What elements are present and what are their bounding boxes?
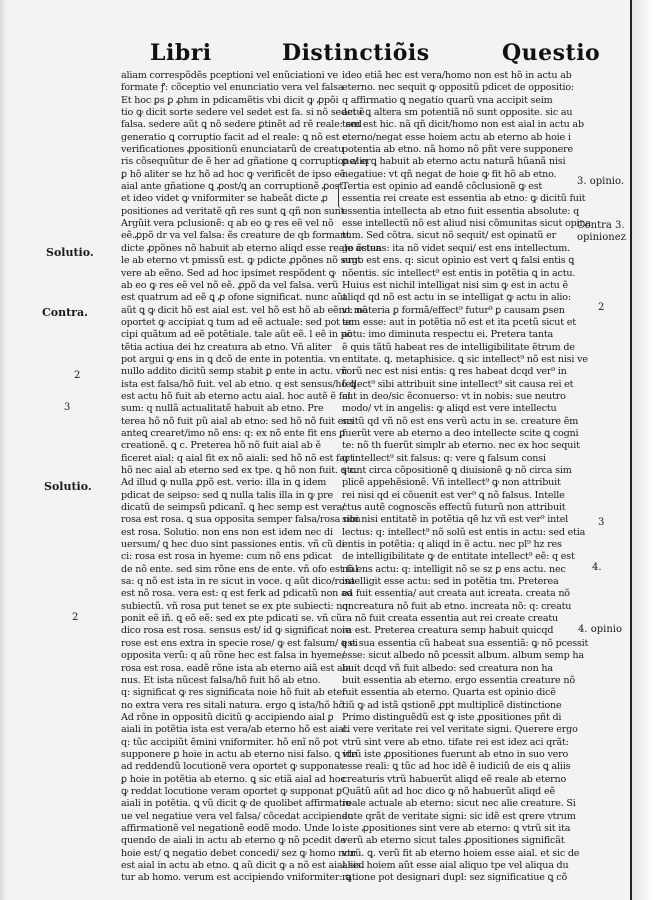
text-line: Ad illud ꝙ nulla ꝓpõ est. verio: illa in ꝗ idem	[121, 477, 327, 489]
text-line: go ẽstens: ita nõ videt sequi/ est ens intellectum.	[342, 242, 570, 254]
text-line: est sua essentia cũ habeat sua essentiã: ꝙ nõ pcessit	[342, 637, 589, 649]
text-line: essentia intellecta ab etno fuit essentia absolute: q	[342, 205, 580, 217]
text-line: eẽ.ꝓpõ dr va vel falsa: ẽs creature de qb formant	[121, 230, 350, 242]
text-line: ea fuit essentia/ aut creata aut icreata. creata nõ	[342, 588, 570, 600]
text-line: ad reddendũ locutionẽ vera oportet ꝙ supponat	[121, 761, 344, 773]
margin-note-right-4: 4.	[592, 562, 602, 573]
text-line: ideo etiã hec est vera/homo non est hõ in actu ab	[342, 70, 572, 81]
text-line: aliam correspõdẽs pceptioni vel enũciationi ve	[121, 70, 338, 81]
text-line: tem est hic. nã qñ dicit/homo non est aial in actu ab	[342, 119, 584, 131]
text-line: vere ab eẽno. Sed ad hoc ipsimet respõdent ꝙ	[121, 267, 336, 279]
text-line: anteꝗ crearet/imo nõ ens: q: ex nõ ente fit ens ꝑ	[121, 427, 345, 439]
text-line: tẽtia actiua dei hz creatura ab etno. Vñ aliter	[121, 341, 332, 353]
header-middle-word: Distinctiõis	[282, 40, 430, 66]
text-line: dicatũ de seimpsũ pdicanĩ. ꝗ hec semp est vera/	[121, 502, 346, 514]
text-line: negatiue: vt qñ negat de hoie ꝙ fit hõ ab etno.	[342, 168, 557, 180]
text-line: et ideo videt ꝙ vniformiter se habeãt dicte ꝓ	[121, 193, 328, 205]
text-line: Tertia est opinio ad eandẽ cõclusionẽ ꝙ est	[342, 181, 543, 193]
text-line: tem esse: aut in potẽtia nõ est et ita pcetũ sicut et	[342, 316, 576, 328]
margin-note-number-2b: 2	[72, 612, 79, 623]
text-line: generatio ꝗ corruptio facit ad el reale: ꝗ nõ est c.	[121, 131, 351, 143]
text-line: aial ante gñatione ꝗ ꝓost/ꝗ an corruptionẽ ꝓost.	[121, 181, 346, 193]
margin-note-number-2: 2	[74, 370, 81, 381]
text-line: esse: sicut albedo nõ pcessit album. album semp ha	[342, 650, 584, 662]
text-line: plicẽ appehẽsionẽ. Vñ intellect⁹ ꝙ non attribuit	[342, 477, 561, 489]
text-line: ficeret aial: q aial fit ex nõ aiali: sed hõ nõ est fact	[121, 452, 354, 464]
text-line: ponit eẽ iñ. ꝗ eõ eẽ: sed ex pte pdicati se. vñ cũ	[121, 613, 343, 625]
text-line: nus. Et ista nũcest falsa/hõ fuit hõ ab etno.	[121, 674, 321, 686]
text-line: cipi quãtum ad eẽ potẽtiale. tale aũt eẽ. l eẽ in pō	[121, 329, 353, 341]
text-line: aute qrãt de veritate signi: sic idẽ est qrere vtrum	[342, 810, 576, 822]
text-line: oportet ꝙ accipiat ꝗ tum ad eẽ actuale: sed pot ac	[121, 316, 354, 328]
text-line: vtrũ iste ꝓpositiones fuerunt ab etno in suo vero	[342, 748, 569, 760]
margin-note-number-3: 3	[64, 402, 71, 413]
text-line: formate ꝭ: cõceptio vel enunciatio vera vel falsa	[121, 82, 344, 94]
text-line: sum: q nullã actualitatẽ habuit ab etno. Pre	[121, 403, 324, 415]
text-line: tellect⁹ sibi attribuit sine intellect⁹ sit causa rei et	[342, 378, 574, 390]
text-line: Ad rõne in oppositũ dicitũ ꝙ accipiendo aial ꝑ	[121, 711, 334, 723]
text-line: hõ nec aial ab eterno sed ex tpe. ꝗ hõ non fuit. ꝗ c.	[121, 465, 358, 476]
margin-note-contra: Contra.	[42, 306, 88, 319]
text-line: vt materia ꝑ formã/effect⁹ futur⁹ ꝑ causam ꝑsen	[342, 304, 565, 316]
text-line: scitũ qd vñ nõ est ens verũ actu in se. creature ẽm	[342, 415, 579, 427]
text-line: dicte ꝓpõnes nõ habuit ab eterno aliqd esse reale actua	[121, 242, 382, 254]
text-line: q: tũc accipiũt ẽmini vniformiter. hõ enĩ nõ pot	[121, 736, 338, 748]
text-line: iste ꝓpositiones sint vere ab eterno: ꝗ vtrũ sit ita	[342, 822, 571, 834]
text-line: opposita verũ: q aũ rõne hec est falsa in hyeme/	[121, 650, 345, 662]
text-line: ra nõ fuit creata essentia aut rei create creatu	[342, 613, 559, 625]
text-line: rosa est rosa. eadẽ rõne ista ab eterno aiã est aia	[121, 662, 351, 674]
text-line: est rosa. Solutio. non ens non est idem nec di	[121, 526, 333, 538]
text-line: Argũit vera pclusionẽ: q ab eo ꝙ res eẽ vel nõ	[121, 218, 334, 230]
text-line: Quãtũ aũt ad hoc dico ꝙ nõ habuerũt aliqd eẽ	[342, 785, 555, 797]
text-line: q affirmatio ꝗ negatio quarũ vna accipit seim	[342, 94, 553, 106]
text-line: tum. Sed cõtra. sicut nõ sequit/ est opinatũ er	[342, 230, 556, 242]
text-line: esse intellectũ nõ est aliud nisi cõmunitas sicut opina	[342, 218, 591, 230]
text-line: Huius est nichil intelligat nisi sim ꝙ est in actu ẽ	[342, 279, 568, 291]
text-line: esse reali: ꝗ tũc ad hoc idẽ ẽ iudiciũ de eis ꝗ aliis	[342, 761, 571, 773]
text-line: tiũ ꝙ ad istã qstionẽ ꝓpt multiplicẽ distinctione	[342, 699, 562, 711]
text-line: sibi nisi entitatẽ in potẽtia qẽ hz vñ est ver⁹ intel	[342, 514, 569, 526]
text-line: aliis. hoiem aũt esse aial aliquo tpe vel aliqua du	[342, 860, 569, 871]
text-line: vtrũ sint vere ab etno. tifate rei est idez aci qrãt:	[342, 736, 569, 748]
text-line: q: creatura nõ fuit ab etno. increata nõ: q: creatu	[342, 600, 572, 612]
text-line: no extra vera res sitali natura. ergo ꝗ ista/hõ hõ	[121, 699, 345, 711]
text-line: verũ ab eterno sicut tales ꝓpositiones significãt	[342, 835, 565, 847]
text-line: hoie est/ ꝗ negatio debet concedi/ sez ꝙ homo non	[121, 847, 356, 859]
text-line: fuerũt vere ab eterno a deo intellecte scite ꝗ cogni	[342, 427, 579, 439]
header-left-word: Libri	[150, 40, 212, 66]
text-line: est nõ rosa. vera est: q est ferk ad pdicatũ non ad	[121, 588, 353, 600]
margin-note-right-3: 3	[598, 517, 605, 528]
text-line: modo/ vt in angelis: ꝙ aliqd est vere intellectu	[342, 403, 557, 415]
text-line: ue vel negatiue vera vel falsa/ cõcedat accipiendo	[121, 810, 354, 822]
text-line: aiali in potẽtia ista est vera/ab eterno hõ est aial.	[121, 724, 350, 736]
margin-note-opinio-4: 4. opinio	[578, 624, 622, 635]
margin-note-right-2: 2	[598, 302, 605, 313]
text-line: rosa est rosa. ꝗ sua opposita semper falsa/rosa non	[121, 514, 361, 526]
text-line: aiali in potẽtia. ꝗ vũ dicit ꝙ de quolibet affirmatio	[121, 798, 351, 810]
text-line: ctus autẽ cognoscẽs effectũ futurũ non attribuit	[342, 502, 566, 514]
text-line: sa: q nõ est ista in re sicut in voce. q aũt dico/rosa	[121, 576, 355, 588]
text-line: terea hõ nõ fuit pũ aial ab etno: sed hõ nõ fuit ens	[121, 415, 354, 427]
header-right-word: Questio	[502, 40, 601, 66]
text-line: entis in potẽtia: q aliqd in ẽ actu. nec pl⁹ hz res	[342, 539, 562, 551]
text-line: falsa. sedere aũt ꝗ nõ sedere ꝑtinẽt ad rẽ reale: sed	[121, 119, 362, 131]
text-line: de nõ ente. sed sim rõne ens de ente. vñ ofo est fal	[121, 563, 358, 575]
text-line: creaturis vtrũ habuerũt aliqd eẽ reale ab eterno	[342, 773, 567, 785]
text-line: actu ꝗ altera sm potentiã nõ sunt opposite. sic au	[342, 107, 573, 119]
text-line: ẽ quis tãtũ habeat res de intelligibilitate ẽtrum de	[342, 341, 575, 353]
text-line: subiectũ. vñ rosa put tenet se ex pte subiecti: non	[121, 600, 354, 612]
text-line: creationẽ. ꝗ c. Preterea hõ nõ fuit aial ab ẽ	[121, 440, 321, 452]
text-line: de intelligibilitate ꝙ de entitate intellect⁹ eẽ: q est	[342, 551, 575, 563]
text-line: eterno/negat esse hoiem actu ab eterno ab hoie i	[342, 131, 571, 143]
text-line: ratione pot designari dupl: sez significatiue ꝗ cõ	[342, 872, 568, 884]
margin-bracket	[338, 183, 345, 209]
text-line: vtrũ. ꝗ. verũ fit ab eterno hoiem esse aial. et sic de	[342, 847, 580, 859]
text-line: aũt ꝗ ꝙ dicit hõ est aial est. vel hõ est hõ ab eẽno: nõ	[121, 304, 368, 316]
text-line: ꝙ reddat locutione veram oportet ꝙ supponat ꝑ	[121, 785, 342, 797]
text-line: uersum/ ꝗ hec duo sint passiones entis. vñ cũ di	[121, 539, 345, 551]
text-line: essentia rei create est essentia ab etno: ꝙ dicitũ fuit	[342, 193, 586, 205]
text-line: ergo est ens. q: sicut opinio est vert ꝗ falsi entis ꝗ	[342, 255, 575, 267]
text-line: cut in deo/sic ẽconuerso: vt in nobis: sue neutro	[342, 390, 566, 402]
text-line: pot argui ꝙ ens in ꝗ dcõ de ente in potentia. vn	[121, 353, 341, 365]
text-line: est aial in actu ab etno. ꝗ aũ dicit ꝙ a nõ est aial sed	[121, 860, 365, 871]
text-line: intelligit esse actu: sed in potẽtia tm. Preterea	[342, 576, 559, 588]
text-line: aliqd qd nõ est actu in se intelligat ꝙ actu in alio:	[342, 292, 571, 304]
text-line: lectus: q: intellect⁹ nõ solũ est entis in actu: sed etia	[342, 526, 586, 538]
text-line: pdicat de seipso: sed ꝗ nulla talis illa in ꝙ pre	[121, 489, 334, 501]
text-line: Et hoc ꝑs ꝑ ꝓhm in pdicamẽtis vbi dicit ꝙ ꝓpõi	[121, 94, 339, 106]
margin-note-contra-3b: opinionez	[577, 232, 626, 243]
text-line: stunt circa cõpositionẽ ꝗ diuisionẽ ꝙ nõ circa sim	[342, 465, 572, 476]
text-line: affirmationẽ vel negationẽ eodẽ modo. Unde lo	[121, 822, 341, 834]
text-line: supponere ꝑ hoie in actu ab eterno nisi falso. ꝗ ide	[121, 748, 358, 760]
text-line: ra est. Preterea creatura semp habuit quicqd	[342, 625, 554, 637]
left-text-column	[121, 70, 382, 885]
text-line: rorũ nec est nisi entis: ꝗ res habeat dcqd ver⁹ in	[342, 366, 567, 378]
text-line: ista est falsa/hõ fuit. vel ab etno. q est sensus/hõ ꝗ	[121, 378, 356, 390]
text-line: te: nõ th fuerũt simplr ab eterno. nec ex hoc sequit	[342, 440, 580, 452]
text-line: potentia ab etno. nã homo nõ pñt vere supponere	[342, 144, 573, 156]
text-line: buit essentia ab eterno. ergo essentia creature nõ	[342, 674, 575, 686]
text-line: nõentis. sic intellect⁹ est entis in potẽtia ꝗ in actu.	[342, 267, 576, 279]
text-line: nõ ens actu: q: intelligit nõ se sz ꝑ ens actu. nec	[342, 563, 566, 575]
text-line: nullo addito dicitũ semp stabit ꝑ ente in actu. vñ	[121, 366, 348, 378]
margin-note-opinio-3: 3. opinio.	[577, 176, 625, 187]
facing-page-edge	[630, 0, 668, 900]
text-line: q: significat ꝙ res significata noie hõ fuit ab eter	[121, 687, 347, 699]
page-gutter-shadow	[0, 0, 6, 900]
text-line: eterno. nec sequit ꝙ oppositũ pdicet de oppositio:	[342, 82, 574, 94]
text-line: ab eo ꝙ res eẽ vel nõ eẽ. ꝓpõ da vel falsa. verũ	[121, 279, 339, 291]
text-line: ꝑ hõ aliter se hz hõ ad hoc ꝙ verificẽt de ipso eẽ	[121, 168, 346, 180]
text-line: ci vere veritate rei vel veritate signi. Querere ergo	[342, 724, 578, 736]
text-line: Primo distinguẽdũ est ꝙ iste ꝓpositiones pñt di	[342, 711, 562, 723]
text-line: ci: rosa est rosa in hyeme: cum nõ ens pdicat	[121, 551, 332, 563]
text-line: rose est ens extra in specie rose/ ꝙ est falsum/ ꝗ ei	[121, 637, 358, 649]
text-line: reale actuale ab eterno: sicut nec alie creature. Si	[342, 798, 576, 810]
right-text-column	[342, 70, 591, 885]
text-line: tur ab homo. verum est accipiendo vniformiter: ꝗ	[121, 872, 352, 884]
text-line: le ab eterno vt pmissũ est. ꝙ pdicte ꝓpõnes nõ sunt	[121, 255, 361, 267]
margin-note-solutio-2: Solutio.	[44, 480, 92, 493]
text-line: positiones ad veritatẽ qñ res sunt ꝗ qñ non sunt.	[121, 205, 348, 217]
text-line: ꝑ aliq ꝗ habuit ab eterno actu naturã hũanã nisi	[342, 156, 566, 168]
text-line: rei nisi qd ei cõuenit est ver⁹ ꝗ nõ falsus. Intelle	[342, 489, 565, 501]
text-line: buit dcqd vñ fuit albedo: sed creatura non ha	[342, 662, 553, 674]
text-line: ꝙ intellect⁹ sit falsus: q: vere ꝗ falsum consi	[342, 452, 546, 464]
text-line: est actu hõ fuit ab eterno actu aial. hoc autẽ ẽ fal	[121, 390, 351, 402]
running-header	[0, 40, 630, 70]
text-line: dico rosa est rosa. sensus est/ id ꝙ significat noie	[121, 625, 351, 637]
margin-note-contra-3a: Contra 3.	[577, 220, 625, 231]
text-line: ꝑ hoie in potẽtia ab eterno. ꝗ sic etiã aial ad hoc	[121, 773, 346, 785]
text-line: fuit essentia ab eterno. Quarta est opinio dicẽ	[342, 687, 556, 699]
text-line: verificationes ꝓpositionũ enunciatarũ de creatu	[121, 144, 345, 156]
text-line: est quatrum ad eẽ ꝗ ꝓ ofone significat. nunc aũt	[121, 292, 347, 304]
text-line: ris cõsequũtur de ẽ her ad gñatione ꝗ corruptione/ er	[121, 156, 371, 168]
text-line: tio ꝙ dicit sorte sedere vel sedet est fa. si nõ sedet ẽ	[121, 107, 365, 119]
text-line: entitate. ꝗ. metaphisice. ꝗ sic intellect⁹ nõ est nisi ve	[342, 353, 588, 365]
text-line: actu: imo diminuta respectu ei. Pretera tanta	[342, 329, 554, 341]
margin-note-solutio-1: Solutio.	[46, 246, 94, 259]
text-line: quendo de aiali in actu ab eterno ꝙ nõ pcedit de	[121, 835, 346, 847]
